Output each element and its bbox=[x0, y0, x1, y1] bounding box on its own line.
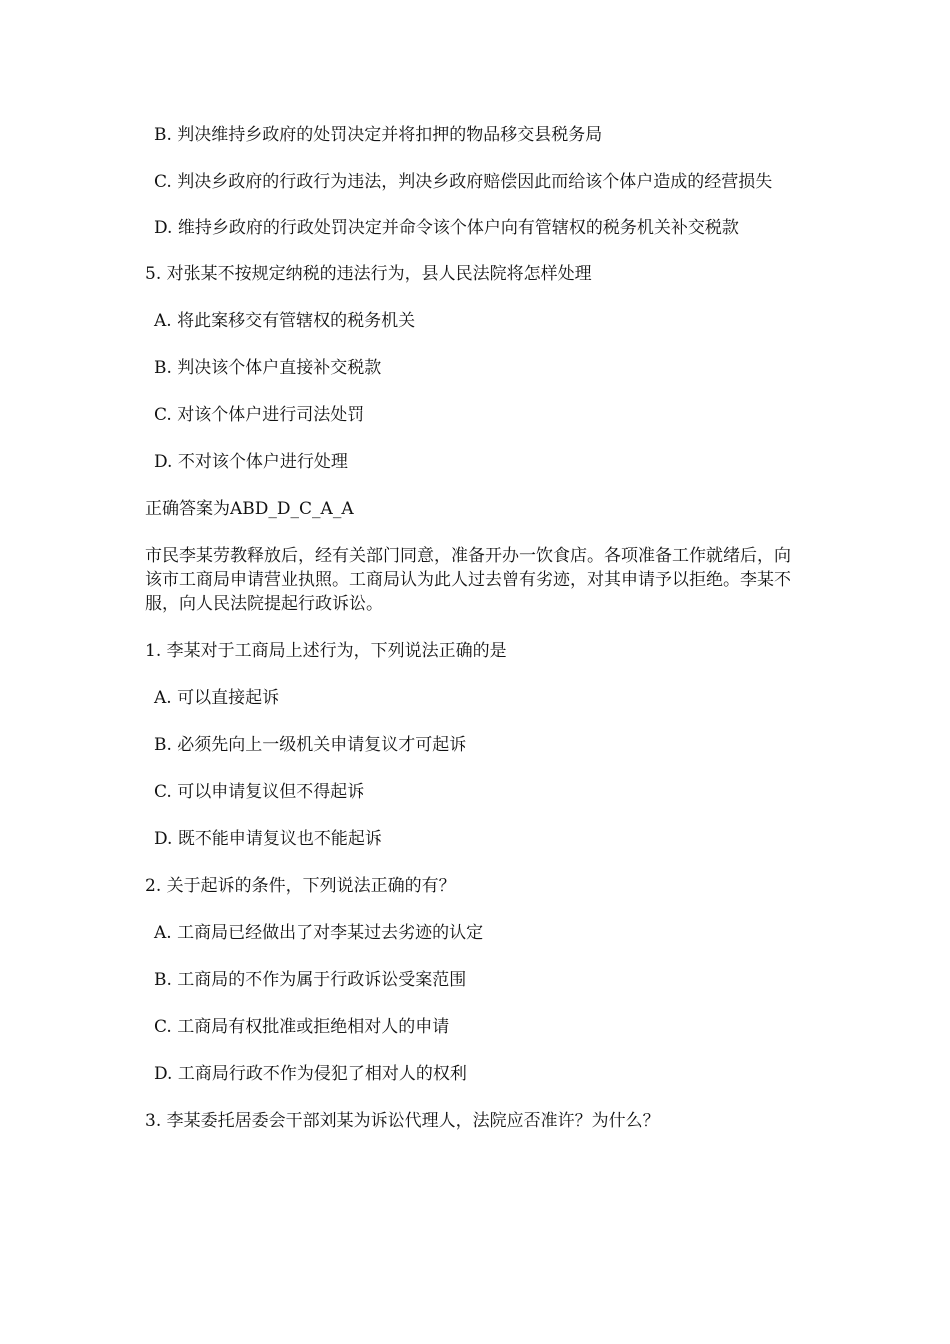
q1-option-a: A. 可以直接起诉 bbox=[154, 688, 280, 708]
q2-option-c: C. 工商局有权批准或拒绝相对人的申请 bbox=[154, 1017, 450, 1037]
question-1: 1. 李某对于工商局上述行为，下列说法正确的是 bbox=[145, 641, 507, 661]
question-5: 5. 对张某不按规定纳税的违法行为，县人民法院将怎样处理 bbox=[145, 264, 592, 284]
q2-option-a: A. 工商局已经做出了对李某过去劣迹的认定 bbox=[154, 923, 484, 943]
q2-option-d: D. 工商局行政不作为侵犯了相对人的权利 bbox=[154, 1064, 467, 1084]
q5-option-c: C. 对该个体户进行司法处罚 bbox=[154, 405, 365, 425]
q5-option-d: D. 不对该个体户进行处理 bbox=[154, 452, 348, 472]
option-b-judgment-uphold: B. 判决维持乡政府的处罚决定并将扣押的物品移交县税务局 bbox=[154, 125, 603, 145]
answer-key: 正确答案为ABD_D_C_A_A bbox=[145, 499, 354, 519]
document-body bbox=[145, 123, 805, 1156]
q5-option-a: A. 将此案移交有管辖权的税务机关 bbox=[154, 311, 416, 331]
q1-option-d: D. 既不能申请复议也不能起诉 bbox=[154, 829, 382, 849]
q1-option-b: B. 必须先向上一级机关申请复议才可起诉 bbox=[154, 735, 467, 755]
case-description: 市民李某劳教释放后，经有关部门同意，准备开办一饮食店。各项准备工作就绪后，向该市工商局申请营业执照。工商局认为此人过去曾有劣迹，对其申请予以拒绝。李某不服，向人民法院提起行政诉讼。 bbox=[145, 546, 791, 614]
question-2: 2. 关于起诉的条件，下列说法正确的有？ bbox=[145, 876, 456, 896]
option-d-uphold-and-pay: D. 维持乡政府的行政处罚决定并命令该个体户向有管辖权的税务机关补交税款 bbox=[154, 218, 739, 238]
question-3: 3. 李某委托居委会干部刘某为诉讼代理人，法院应否准许？为什么？ bbox=[145, 1111, 660, 1131]
option-c-judgment-illegal: C. 判决乡政府的行政行为违法，判决乡政府赔偿因此而给该个体户造成的经营损失 bbox=[154, 172, 773, 192]
q2-option-b: B. 工商局的不作为属于行政诉讼受案范围 bbox=[154, 970, 467, 990]
q1-option-c: C. 可以申请复议但不得起诉 bbox=[154, 782, 365, 802]
q5-option-b: B. 判决该个体户直接补交税款 bbox=[154, 358, 382, 378]
